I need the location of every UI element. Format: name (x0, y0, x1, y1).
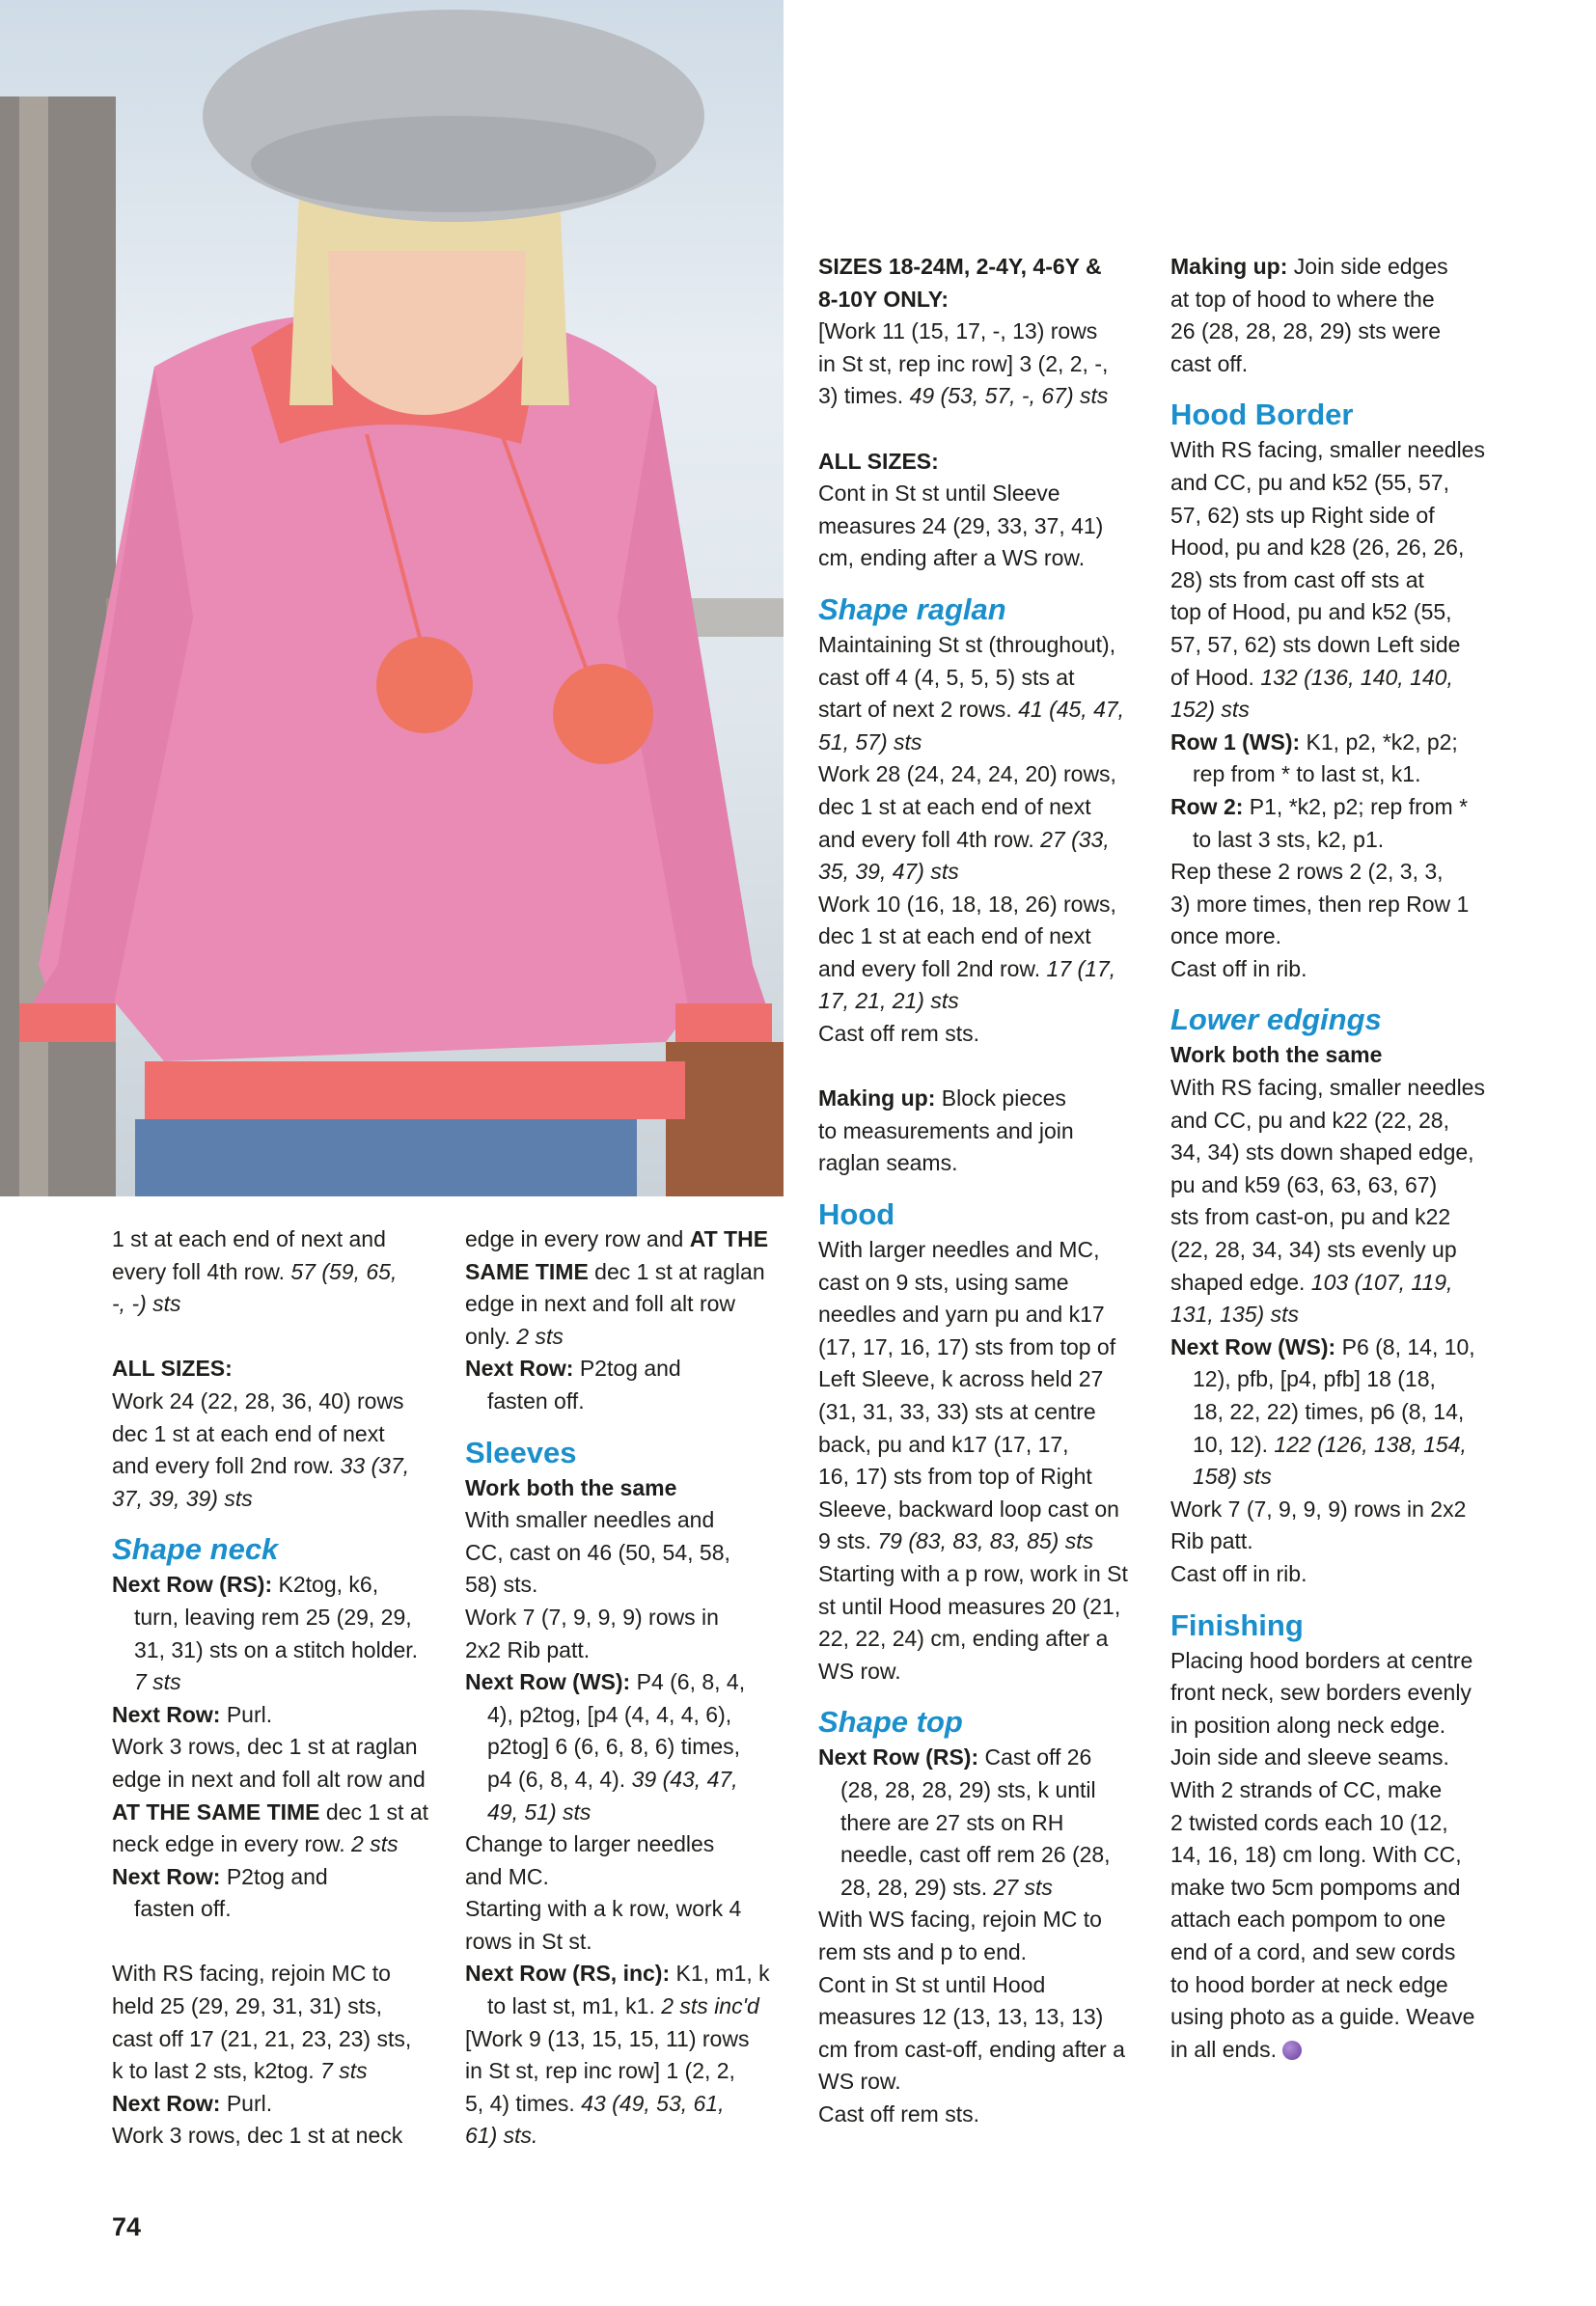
text-line: in all ends. (1170, 2034, 1508, 2067)
child-sweater-illustration (0, 0, 784, 1196)
text-line: 51, 57) sts (818, 728, 922, 755)
text-line: [Work 9 (13, 15, 15, 11) rows (465, 2025, 750, 2051)
text-line: and every foll 2nd row. 17 (17, (818, 955, 1116, 981)
text-line: Work 24 (22, 28, 36, 40) rows (112, 1387, 404, 1414)
text-line: rep from * to last st, k1. (1193, 761, 1421, 787)
text-line: AT THE SAME TIME dec 1 st at (112, 1798, 429, 1825)
text-line: Next Row (RS): Cast off 26 (818, 1744, 1092, 1771)
text-line: Starting with a k row, work 4 (465, 1896, 742, 1922)
text-line: end of a cord, and sew cords (1170, 1938, 1456, 1964)
text-line: rows in St st. (465, 1928, 592, 1954)
column-4 (1170, 251, 1508, 2066)
text-line: Next Row: P2tog and (112, 1863, 328, 1889)
text-line: Cont in St st until Sleeve (818, 480, 1060, 507)
text-line: cast off. (1170, 350, 1249, 376)
heading-lower-edgings: Lower edgings (1170, 1002, 1382, 1037)
heading-shape-raglan: Shape raglan (818, 591, 1006, 626)
text-line: With RS facing, smaller needles (1170, 437, 1485, 463)
subheading: ALL SIZES: (112, 1356, 233, 1382)
text-line: 131, 135) sts (1170, 1302, 1299, 1328)
subheading: Work both the same (1170, 1042, 1383, 1068)
text-line: dec 1 st at each end of next (818, 793, 1091, 819)
text-line: once more. (1170, 923, 1282, 949)
text-line: edge in every row and AT THE (465, 1226, 769, 1251)
text-line: 58) sts. (465, 1572, 538, 1598)
text-line: top of Hood, pu and k52 (55, (1170, 599, 1452, 625)
column-1 (112, 1223, 450, 2153)
text-line: make two 5cm pompoms and (1170, 1874, 1461, 1900)
text-line: 1 st at each end of next and (112, 1226, 386, 1251)
text-line: Maintaining St st (throughout), (818, 631, 1116, 657)
hero-photo (0, 0, 784, 1196)
column-2 (465, 1223, 803, 2153)
text-line: 49, 51) sts (487, 1798, 592, 1825)
text-line: fasten off. (134, 1896, 232, 1922)
text-line: Starting with a p row, work in St (818, 1560, 1128, 1586)
text-line: 5, 4) times. 43 (49, 53, 61, (465, 2090, 725, 2116)
text-line: in position along neck edge. (1170, 1712, 1446, 1738)
text-line: [Work 11 (15, 17, -, 13) rows (818, 318, 1098, 344)
text-line: Next Row: P2tog and (465, 1356, 681, 1382)
text-line: cm from cast-off, ending after a (818, 2036, 1125, 2062)
text-line: 61) sts. (465, 2123, 538, 2149)
text-line: With RS facing, smaller needles (1170, 1075, 1485, 1101)
text-line: (17, 17, 16, 17) sts from top of (818, 1333, 1116, 1359)
heading-shape-neck: Shape neck (112, 1532, 279, 1567)
text-line: Join side and sleeve seams. (1170, 1744, 1449, 1771)
text-line: 22, 22, 24) cm, ending after a (818, 1626, 1109, 1652)
text-line: and CC, pu and k52 (55, 57, (1170, 469, 1449, 495)
text-line: 158) sts (1193, 1464, 1272, 1490)
text-line: turn, leaving rem 25 (29, 29, (134, 1604, 412, 1630)
text-line: With WS facing, rejoin MC to (818, 1907, 1102, 1933)
text-line: held 25 (29, 29, 31, 31) sts, (112, 1993, 383, 2019)
text-line: st until Hood measures 20 (21, (818, 1593, 1121, 1619)
text-line: 28) sts from cast off sts at (1170, 566, 1424, 592)
text-line: neck edge in every row. 2 sts (112, 1831, 399, 1857)
text-line: 2 twisted cords each 10 (12, (1170, 1809, 1448, 1835)
text-line: to measurements and join (818, 1117, 1074, 1143)
heading-hood-border: Hood Border (1170, 398, 1354, 432)
text-line: sts from cast-on, pu and k22 (1170, 1204, 1451, 1230)
subheading: Work both the same (465, 1474, 677, 1500)
text-line: Cast off rem sts. (818, 2100, 980, 2127)
text-line: and every foll 4th row. 27 (33, (818, 826, 1110, 852)
yarn-ball-icon (1282, 2041, 1302, 2060)
text-line: 14, 16, 18) cm long. With CC, (1170, 1842, 1462, 1868)
text-line: shaped edge. 103 (107, 119, (1170, 1269, 1453, 1295)
subheading: 8-10Y ONLY: (818, 286, 949, 312)
text-line: 9 sts. 79 (83, 83, 83, 85) sts (818, 1528, 1094, 1554)
text-line: Next Row (WS): P4 (6, 8, 4, (465, 1669, 746, 1695)
text-line: p4 (6, 8, 4, 4). 39 (43, 47, (487, 1766, 738, 1792)
text-line: 7 sts (134, 1669, 181, 1695)
column-3 (818, 251, 1156, 2130)
text-line: and every foll 2nd row. 33 (37, (112, 1453, 410, 1479)
text-line: Work 10 (16, 18, 18, 26) rows, (818, 891, 1116, 917)
text-line: cast off 17 (21, 21, 23, 23) sts, (112, 2025, 412, 2051)
text-line: every foll 4th row. 57 (59, 65, (112, 1258, 398, 1284)
text-line: 57, 62) sts up Right side of (1170, 502, 1435, 528)
text-line: and CC, pu and k22 (22, 28, (1170, 1107, 1449, 1133)
text-line: attach each pompom to one (1170, 1907, 1446, 1933)
text-line: needle, cast off rem 26 (28, (840, 1842, 1111, 1868)
heading-shape-top: Shape top (818, 1705, 963, 1740)
text-line: (31, 31, 33, 33) sts at centre (818, 1399, 1096, 1424)
text-line: With larger needles and MC, (818, 1237, 1100, 1263)
text-line: 17, 21, 21) sts (818, 988, 959, 1014)
text-line: Work 28 (24, 24, 24, 20) rows, (818, 761, 1116, 787)
text-line: start of next 2 rows. 41 (45, 47, (818, 697, 1125, 723)
text-line: Work 3 rows, dec 1 st at neck (112, 2123, 403, 2149)
text-line: to hood border at neck edge (1170, 1971, 1448, 1997)
text-line: Next Row: Purl. (112, 1701, 273, 1727)
text-line: using photo as a guide. Weave (1170, 2004, 1475, 2030)
text-line: Work 7 (7, 9, 9, 9) rows in 2x2 (1170, 1496, 1467, 1522)
text-line: 35, 39, 47) sts (818, 859, 959, 885)
text-line: Change to larger needles (465, 1831, 715, 1857)
text-line: 18, 22, 22) times, p6 (8, 14, (1193, 1399, 1465, 1424)
text-line: cm, ending after a WS row. (818, 545, 1086, 571)
text-line: Cast off rem sts. (818, 1021, 980, 1047)
text-line: Making up: Join side edges (1170, 254, 1448, 279)
text-line: cast off 4 (4, 5, 5, 5) sts at (818, 664, 1075, 690)
text-line: (22, 28, 34, 34) sts evenly up (1170, 1237, 1457, 1263)
text-line: 26 (28, 28, 28, 29) sts were (1170, 318, 1441, 344)
text-line: dec 1 st at each end of next (818, 923, 1091, 949)
text-line: Row 1 (WS): K1, p2, *k2, p2; (1170, 728, 1458, 755)
text-line: measures 24 (29, 33, 37, 41) (818, 512, 1104, 538)
text-line: and MC. (465, 1863, 549, 1889)
text-line: Cont in St st until Hood (818, 1971, 1046, 1997)
text-line: Making up: Block pieces (818, 1085, 1066, 1112)
text-line: 152) sts (1170, 697, 1250, 723)
text-line: Placing hood borders at centre (1170, 1647, 1473, 1673)
heading-hood: Hood (818, 1197, 895, 1232)
text-line: CC, cast on 46 (50, 54, 58, (465, 1539, 730, 1565)
heading-finishing: Finishing (1170, 1607, 1304, 1642)
text-line: of Hood. 132 (136, 140, 140, (1170, 664, 1453, 690)
text-line: only. 2 sts (465, 1323, 564, 1349)
text-line: 57, 57, 62) sts down Left side (1170, 631, 1461, 657)
text-line: WS row. (818, 1658, 901, 1684)
text-line: Work 7 (7, 9, 9, 9) rows in (465, 1604, 719, 1630)
text-line: Rep these 2 rows 2 (2, 3, 3, (1170, 859, 1444, 885)
text-line: 16, 17) sts from top of Right (818, 1464, 1092, 1490)
text-line: to last st, m1, k1. 2 sts inc'd (487, 1993, 759, 2019)
text-line: fasten off. (487, 1387, 585, 1414)
text-line: WS row. (818, 2069, 901, 2095)
text-line: 10, 12). 122 (126, 138, 154, (1193, 1431, 1467, 1457)
text-line: edge in next and foll alt row and (112, 1766, 426, 1792)
text-line: 37, 39, 39) sts (112, 1485, 253, 1511)
text-line: With RS facing, rejoin MC to (112, 1961, 391, 1987)
text-line: measures 12 (13, 13, 13, 13) (818, 2004, 1104, 2030)
text-line: Next Row (RS): K2tog, k6, (112, 1572, 379, 1598)
text-line: in St st, rep inc row] 1 (2, 2, (465, 2058, 735, 2084)
text-line: SAME TIME dec 1 st at raglan (465, 1258, 765, 1284)
text-line: k to last 2 sts, k2tog. 7 sts (112, 2058, 368, 2084)
subheading: ALL SIZES: (818, 448, 939, 474)
text-line: Rib patt. (1170, 1528, 1253, 1554)
text-line: at top of hood to where the (1170, 286, 1435, 312)
text-line: Next Row (RS, inc): K1, m1, k (465, 1961, 770, 1987)
text-line: 12), pfb, [p4, pfb] 18 (18, (1193, 1366, 1436, 1392)
text-line: Work 3 rows, dec 1 st at raglan (112, 1734, 418, 1760)
text-line: Left Sleeve, k across held 27 (818, 1366, 1104, 1392)
text-line: Sleeve, backward loop cast on (818, 1496, 1119, 1522)
text-line: Hood, pu and k28 (26, 26, 26, (1170, 535, 1465, 561)
page-number: 74 (112, 2212, 142, 2241)
text-line: (28, 28, 28, 29) sts, k until (840, 1776, 1096, 1802)
text-line: rem sts and p to end. (818, 1938, 1028, 1964)
text-line: edge in next and foll alt row (465, 1291, 736, 1317)
text-line: 28, 28, 29) sts. 27 sts (840, 1874, 1053, 1900)
text-line: pu and k59 (63, 63, 63, 67) (1170, 1171, 1438, 1197)
text-line: Cast off in rib. (1170, 955, 1307, 981)
text-line: With 2 strands of CC, make (1170, 1776, 1443, 1802)
heading-sleeves: Sleeves (465, 1435, 577, 1469)
text-line: 3) more times, then rep Row 1 (1170, 891, 1470, 917)
text-line: needles and yarn pu and k17 (818, 1302, 1105, 1328)
text-line: raglan seams. (818, 1150, 958, 1176)
text-line: there are 27 sts on RH (840, 1809, 1064, 1835)
text-line: Next Row: Purl. (112, 2090, 273, 2116)
text-line: 31, 31) sts on a stitch holder. (134, 1636, 419, 1662)
text-line: -, -) sts (112, 1291, 181, 1317)
text-line: in St st, rep inc row] 3 (2, 2, -, (818, 350, 1109, 376)
text-line: Row 2: P1, *k2, p2; rep from * (1170, 793, 1469, 819)
text-line: 34, 34) sts down shaped edge, (1170, 1139, 1474, 1166)
text-line: back, pu and k17 (17, 17, (818, 1431, 1069, 1457)
text-line: With smaller needles and (465, 1507, 715, 1533)
text-line: 3) times. 49 (53, 57, -, 67) sts (818, 383, 1109, 409)
subheading: SIZES 18-24M, 2-4Y, 4-6Y & (818, 254, 1102, 279)
text-line: front neck, sew borders evenly (1170, 1680, 1472, 1706)
text-line: dec 1 st at each end of next (112, 1420, 385, 1446)
text-line: to last 3 sts, k2, p1. (1193, 826, 1385, 852)
text-line: Next Row (WS): P6 (8, 14, 10, (1170, 1333, 1475, 1359)
text-line: 2x2 Rib patt. (465, 1636, 591, 1662)
text-line: cast on 9 sts, using same (818, 1269, 1069, 1295)
text-line: p2tog] 6 (6, 6, 8, 6) times, (487, 1734, 741, 1760)
text-line: 4), p2tog, [p4 (4, 4, 4, 6), (487, 1701, 732, 1727)
text-line: Cast off in rib. (1170, 1560, 1307, 1586)
